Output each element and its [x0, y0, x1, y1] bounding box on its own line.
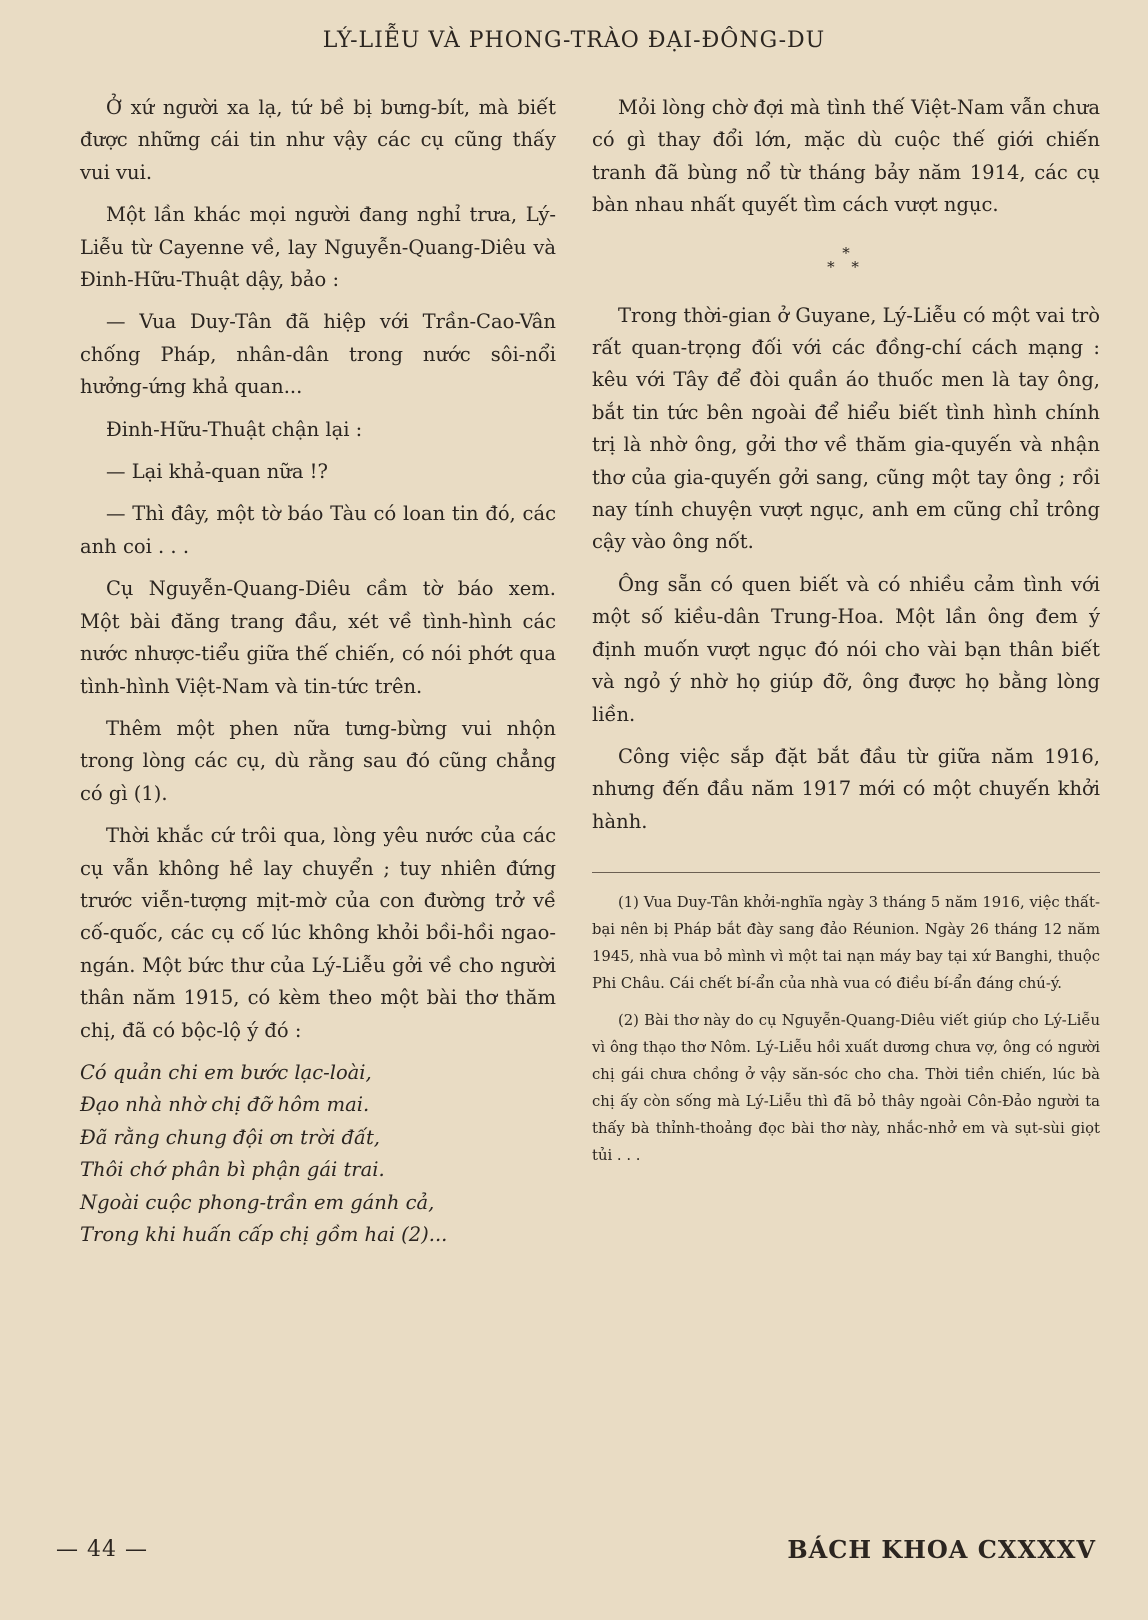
footnote: (1) Vua Duy-Tân khởi-nghĩa ngày 3 tháng 5 năm 1916, việc thất-bại nên bị Pháp bắt đày sang đảo Réunion. Ngày 26 tháng 12 năm 1945, nhà vua bỏ mình vì một tai nạn máy bay tại xứ Banghi, thuộc Phi Châu. Cái chết bí-ẩn của nhà vua có điều bí-ẩn đáng chú-ý.	[592, 894, 1100, 993]
body-paragraph: Một lần khác mọi người đang nghỉ trưa, Lý-Liễu từ Cayenne về, lay Nguyễn-Quang-Diêu và Đinh-Hữu-Thuật dậy, bảo :	[80, 203, 556, 292]
body-paragraph: Cụ Nguyễn-Quang-Diêu cầm tờ báo xem. Một bài đăng trang đầu, xét về tình-hình các nước nhược-tiểu giữa thế chiến, có nói phớt qua tình-hình Việt-Nam và tin-tức trên.	[80, 577, 556, 698]
body-paragraph: Công việc sắp đặt bắt đầu từ giữa năm 1916, nhưng đến đầu năm 1917 mới có một chuyến khởi hành.	[592, 744, 1100, 833]
magazine-title: BÁCH KHOA CXXXXV	[787, 1535, 1096, 1564]
poem-line: Trong khi huấn cấp chị gồm hai (2)...	[80, 1223, 448, 1246]
dialog-line: — Lại khả-quan nữa !?	[106, 460, 328, 484]
section-separator	[592, 243, 1100, 276]
asterisk-top: *	[842, 243, 850, 262]
right-column	[592, 92, 1100, 1179]
dialog-line: — Vua Duy-Tân đã hiệp với Trần-Cao-Vân chống Pháp, nhân-dân trong nước sôi-nổi hưởng-ứng khả quan...	[80, 310, 556, 399]
body-paragraph: Thời khắc cứ trôi qua, lòng yêu nước của các cụ vẫn không hề lay chuyển ; tuy nhiên đứng trước viễn-tượng mịt-mờ của con đường trở về cố-quốc, các cụ cố lúc không khỏi bồi-hồi ngao-ngán. Một bức thư của Lý-Liễu gởi về cho người thân năm 1915, có kèm theo một bài thơ thăm chị, đã có bộc-lộ ý đó :	[80, 824, 556, 1042]
body-paragraph: Trong thời-gian ở Guyane, Lý-Liễu có một vai trò rất quan-trọng đối với các đồng-chí cách mạng : kêu với Tây để đòi quần áo thuốc men là tay ông, bắt tin tức bên ngoài để hiểu biết tình hình chính trị là nhờ ông, gởi thơ về thăm gia-quyến và nhận thơ của gia-quyến gởi sang, cũng một tay ông ; rồi nay tính chuyện vượt ngục, anh em cũng chỉ trông cậy vào ông nốt.	[592, 303, 1100, 554]
poem-line: Đã rằng chung đội ơn trời đất,	[80, 1125, 380, 1149]
poem-line: Đạo nhà nhờ chị đỡ hôm mai.	[80, 1093, 370, 1117]
dialog-line: — Thì đây, một tờ báo Tàu có loan tin đó, các anh coi . . .	[80, 502, 556, 558]
body-paragraph: Mỏi lòng chờ đợi mà tình thế Việt-Nam vẫn chưa có gì thay đổi lớn, mặc dù cuộc thế giới chiến tranh đã bùng nổ từ tháng bảy năm 1914, các cụ bàn nhau nhất quyết tìm cách vượt ngục.	[592, 96, 1100, 217]
running-head: LÝ-LIỄU VÀ PHONG-TRÀO ĐẠI-ĐÔNG-DU	[322, 28, 826, 53]
dialog-line: Đinh-Hữu-Thuật chận lại :	[106, 417, 363, 441]
poem-line: Ngoài cuộc phong-trần em gánh cả,	[80, 1190, 435, 1214]
poem-line: Có quản chi em bước lạc-loài,	[80, 1060, 372, 1084]
body-paragraph: Ông sẵn có quen biết và có nhiều cảm tình với một số kiều-dân Trung-Hoa. Một lần ông đem ý định muốn vượt ngục đó nói cho vài bạn thân biết và ngỏ ý nhờ họ giúp đỡ, ông được họ bằng lòng liền.	[592, 572, 1100, 726]
poem	[80, 1057, 556, 1251]
poem-line: Thôi chớ phân bì phận gái trai.	[80, 1158, 385, 1182]
footnote: (2) Bài thơ này do cụ Nguyễn-Quang-Diêu viết giúp cho Lý-Liễu vì ông thạo thơ Nôm. Lý-Liễu hồi xuất dương chưa vợ, ông có người chị gái chưa chồng ở vậy săn-sóc cho cha. Thời tiền chiến, lúc bà chị ấy còn sống mà Lý-Liễu thì đã bỏ thây ngoài Côn-Đảo người ta thấy bà thỉnh-thoảng đọc bài thơ này, nhắc-nhở em và sụt-sùi giọt tủi . . .	[592, 1012, 1100, 1165]
left-column	[80, 92, 556, 1251]
asterisk-bottom: * *	[827, 257, 865, 276]
footnote-rule	[592, 872, 1100, 873]
page-number: — 44 —	[56, 1537, 148, 1562]
body-paragraph: Thêm một phen nữa tưng-bừng vui nhộn trong lòng các cụ, dù rằng sau đó cũng chẳng có gì (1).	[80, 716, 556, 805]
body-paragraph: Ở xứ người xa lạ, tứ bề bị bưng-bít, mà biết được những cái tin như vậy các cụ cũng thấy vui vui.	[80, 96, 556, 184]
